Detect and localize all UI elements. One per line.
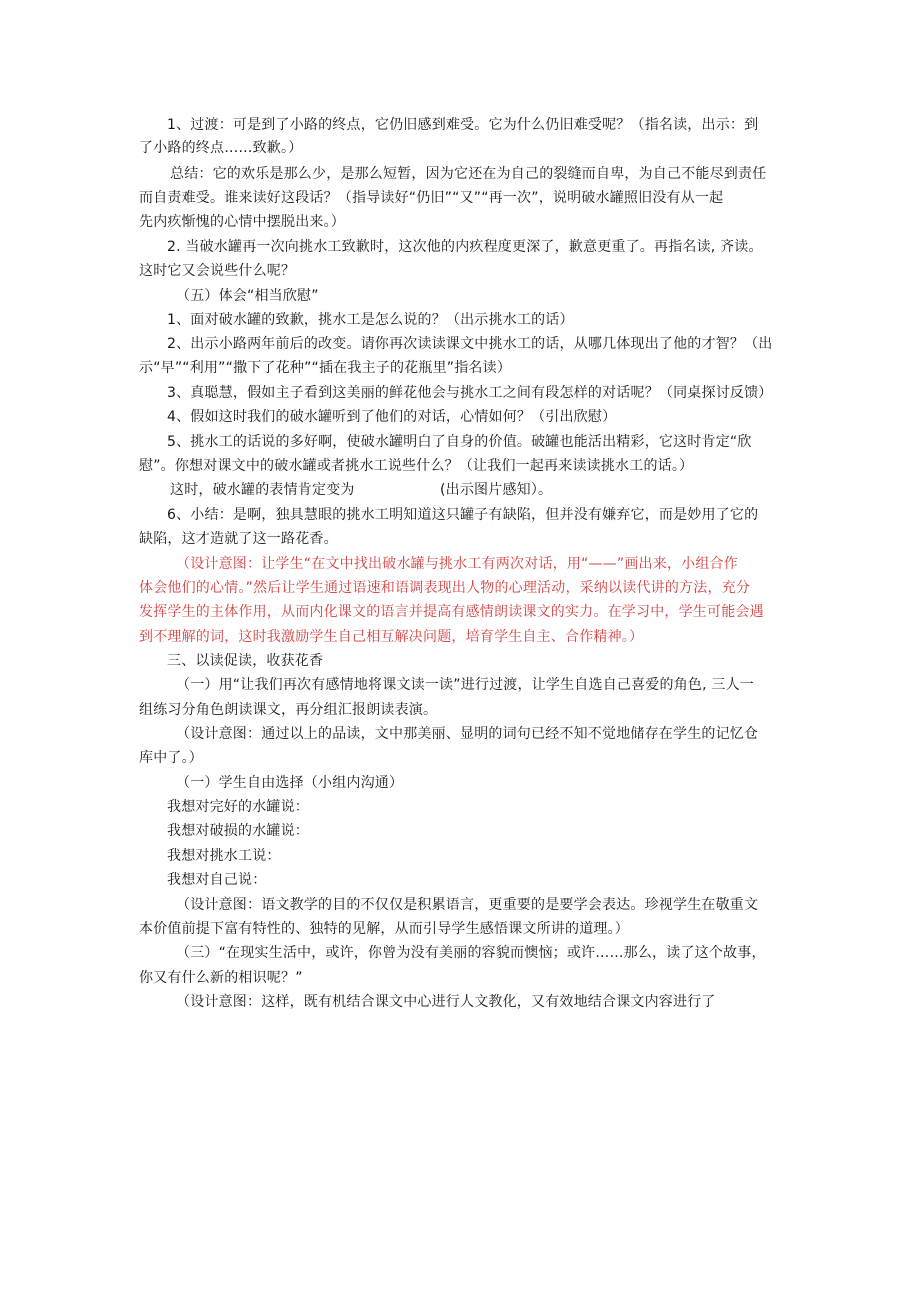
prompt-water-carrier: 我想对挑水工说：: [167, 848, 281, 864]
design-note-2-line2: 库中了。）: [139, 750, 203, 766]
section-heading-5: （五）体会“相当欣慰”: [176, 288, 319, 304]
question-6-line1: 6、小结：是啊，独具慧眼的挑水工明知道这只罐子有缺陷，但并没有嫌弃它，而是妙用了它的: [167, 507, 759, 523]
design-note-line1: （设计意图：让学生“在文中找出破水罐与挑水工有两次对话，用“——”画出来，小组合作: [176, 556, 738, 572]
prompt-broken-jar: 我想对破损的水罐说：: [167, 823, 309, 839]
prompt-self: 我想对自己说：: [167, 872, 267, 888]
paragraph-apology-line1: 2. 当破水罐再一次向挑水工致歉时，这次他的内疚程度更深了，歉意更重了。再指名读, 齐读。: [167, 239, 763, 255]
paragraph-apology-line2: 这时它又会说些什么呢？: [139, 263, 296, 279]
prompt-intact-jar: 我想对完好的水罐说：: [167, 799, 309, 815]
design-note-3-line2: 本价值前提下富有特性的、独特的见解，从而引导学生感悟课文所讲的道理。）: [139, 921, 629, 937]
paragraph-summary-line1: 总结：它的欢乐是那么少，是那么短暂，因为它还在为自己的裂缝而自卑，为自己不能尽到责任: [170, 166, 767, 182]
design-note-3-line1: （设计意图：语文教学的目的不仅仅是积累语言，更重要的是要学会表达。珍视学生在敬重文: [176, 897, 759, 913]
paragraph-transition-line1: 1、过渡：可是到了小路的终点，它仍旧感到难受。它为什么仍旧难受呢？（指名读，出示：到: [167, 117, 759, 133]
design-note-4-line1: （设计意图：这样，既有机结合课文中心进行人文教化，又有效地结合课文内容进行了: [176, 994, 716, 1010]
design-note-2-line1: （设计意图：通过以上的品读，文中那美丽、显明的词句已经不知不觉地储存在学生的记忆仓: [176, 726, 759, 742]
step-2-heading: （一）学生自由选择（小组内沟通）: [176, 775, 404, 791]
step-3-line2: 你又有什么新的相识呢？”: [139, 970, 303, 986]
question-2-line1: 2、出示小路两年前后的改变。请你再次读读课文中挑水工的话，从哪几体现出了他的才智？（出: [167, 336, 773, 352]
question-2-line2: 示“早”“利用”“撒下了花种”“插在我主子的花瓶里”指名读）: [139, 360, 512, 376]
step-1-line2: 组练习分角色朗读课文，再分组汇报朗读表演。: [139, 702, 438, 718]
step-1-line1: （一）用“让我们再次有感情地将课文读一读”进行过渡，让学生自选自己喜爱的角色, 三人一: [176, 677, 755, 693]
paragraph-transition-line2: 了小路的终点……致歉。）: [139, 140, 303, 156]
question-1: 1、面对破水罐的致歉，挑水工是怎么说的？（出示挑水工的话）: [167, 312, 574, 328]
question-5-line3b: (出示图片感知）。: [440, 482, 553, 498]
question-3: 3、真聪慧，假如主子看到这美丽的鲜花他会与挑水工之间有段怎样的对话呢？（同桌探讨反馈）: [167, 385, 773, 401]
section-heading-3: 三、以读促读，收获花香: [167, 653, 324, 669]
question-5-line1: 5、挑水工的话说的多好啊，使破水罐明白了自身的价值。破罐也能活出精彩，它这时肯定“欣: [167, 434, 752, 450]
paragraph-summary-line2: 而自责难受。谁来读好这段话？（指导读好“仍旧”“又”“再一次”，说明破水罐照旧没有从一起: [139, 190, 724, 206]
question-6-line2: 缺陷，这才造就了这一路花香。: [139, 531, 338, 547]
design-note-line3: 发挥学生的主体作用，从而内化课文的语言并提高有感情朗读课文的实力。在学习中，学生可能会遇: [139, 604, 764, 620]
step-3-line1: （三）“在现实生活中，或许，你曾为没有美丽的容貌而懊恼；或许……那么，读了这个故事，: [176, 945, 766, 961]
question-4: 4、假如这时我们的破水罐听到了他们的对话，心情如何？（引出欣慰）: [167, 409, 617, 425]
paragraph-summary-line3: 先内疚惭愧的心情中摆脱出来。）: [139, 214, 345, 230]
question-5-line2: 慰”。你想对课文中的破水罐或者挑水工说些什么？（让我们一起再来读读挑水工的话。）: [139, 458, 694, 474]
design-note-line2: 体会他们的心情。”然后让学生通过语速和语调表现出人物的心理活动，采纳以读代讲的方法，充分: [139, 580, 751, 596]
question-5-line3a: 这时，破水罐的表情肯定变为: [170, 482, 355, 498]
design-note-line4: 到不理解的词，这时我激励学生自己相互解决问题，培育学生自主、合作精神。）: [139, 629, 644, 645]
